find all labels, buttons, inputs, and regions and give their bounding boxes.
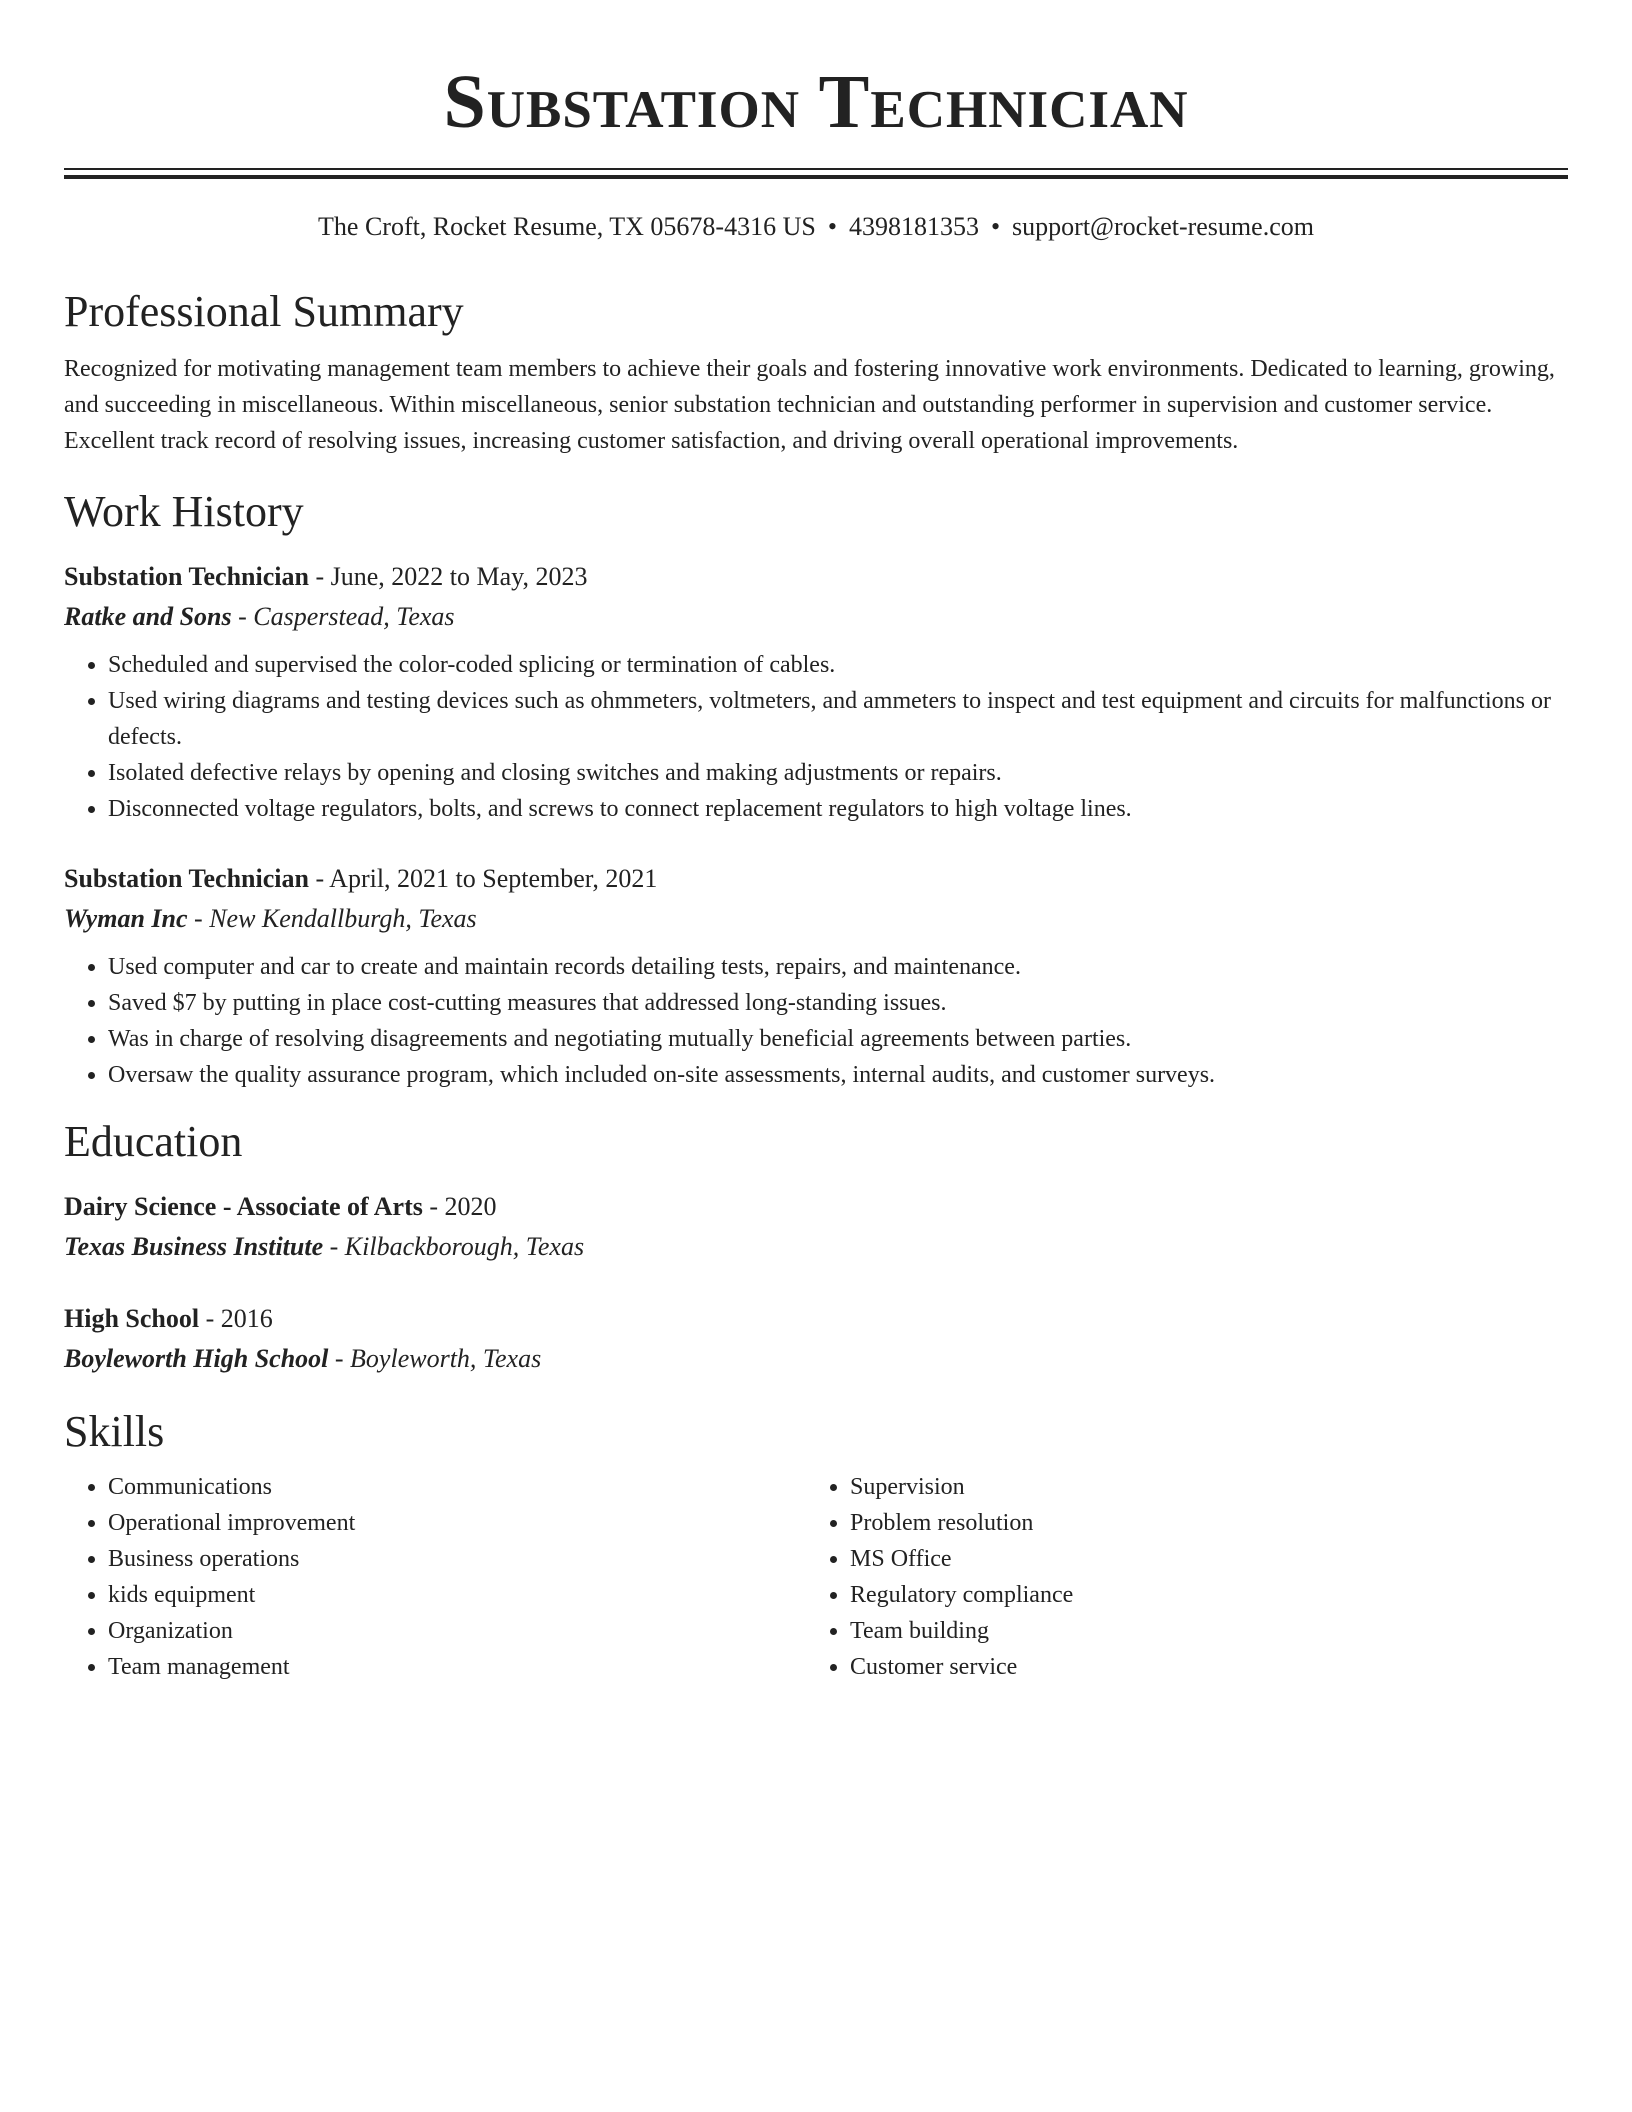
job-bullets [64,647,1568,827]
education-degree-line [64,1187,1568,1227]
skill-item: • Regulatory compliance [850,1577,1548,1613]
job-location: - New Kendallburgh, Texas [187,904,477,933]
education-school-line [64,1227,1568,1267]
job-company-line [64,899,1568,939]
job-title-line [64,557,1568,597]
job-location: - Casperstead, Texas [231,602,455,631]
job-entry [64,557,1568,827]
education-degree-line [64,1299,1568,1339]
education-location: - Boyleworth, Texas [328,1344,542,1373]
skill-item: • kids equipment [108,1577,806,1613]
job-dates: - April, 2021 to September, 2021 [308,864,658,893]
skill-item: • Supervision [850,1469,1548,1505]
skill-item: • Team building [850,1613,1548,1649]
job-title: Substation Technician [64,562,309,591]
job-entry [64,859,1568,1093]
skill-item: • Problem resolution [850,1505,1548,1541]
skill-item: • Operational improvement [108,1505,806,1541]
job-bullet: • Scheduled and supervised the color-coded splicing or termination of cables. [108,647,1568,683]
education-school-line [64,1339,1568,1379]
education-location: - Kilbackborough, Texas [323,1232,585,1261]
contact-email: support@rocket-resume.com [1012,212,1314,241]
skill-item: • MS Office [850,1541,1548,1577]
contact-address: The Croft, Rocket Resume, TX 05678-4316 US [318,212,816,241]
job-bullets [64,949,1568,1093]
education-school: Boyleworth High School [64,1344,329,1373]
job-company-line [64,597,1568,637]
skill-item: • Organization [108,1613,806,1649]
skills-list [806,1469,1548,1685]
education-entry [64,1299,1568,1379]
skills-list [64,1469,806,1685]
summary-text: Recognized for motivating management team members to achieve their goals and fostering innovative work environments. Dedicated to learning, growing, and succeeding in miscellaneous. Within miscellaneous, senior substation technician and outstanding performer in supervision and customer service. Excellent track record of resolving issues, increasing customer satisfaction, and driving overall operational improvements. [64,356,1555,454]
education-entry [64,1187,1568,1267]
job-bullet: • Disconnected voltage regulators, bolts, and screws to connect replacement regulators to high voltage lines. [108,791,1568,827]
education-year: - 2016 [199,1304,273,1333]
job-bullet: • Used computer and car to create and maintain records detailing tests, repairs, and maintenance. [108,949,1568,985]
skills-heading: Skills [64,1407,165,1456]
contact-separator: • [990,212,1001,241]
education-heading: Education [64,1117,243,1166]
resume-title: Substation Technician [443,60,1189,144]
job-company: Ratke and Sons [64,602,232,631]
skill-item: • Business operations [108,1541,806,1577]
education-degree: High School [64,1304,200,1333]
job-title: Substation Technician [64,864,309,893]
education-school: Texas Business Institute [64,1232,324,1261]
job-company: Wyman Inc [64,904,188,933]
contact-line [64,209,1568,245]
skill-item: • Communications [108,1469,806,1505]
skills-column-right [806,1469,1548,1685]
skill-item: • Team management [108,1649,806,1685]
job-bullet: • Was in charge of resolving disagreements and negotiating mutually beneficial agreements between parties. [108,1021,1568,1057]
education-degree: Dairy Science - Associate of Arts [64,1192,423,1221]
contact-separator: • [827,212,837,241]
work-history-heading: Work History [64,487,304,536]
job-bullet: • Isolated defective relays by opening and closing switches and making adjustments or repairs. [108,755,1568,791]
contact-phone: 4398181353 [848,212,979,241]
skill-item: • Customer service [850,1649,1548,1685]
skills-grid [64,1469,1568,1685]
job-bullet: • Oversaw the quality assurance program, which included on-site assessments, internal audits, and customer surveys. [108,1057,1568,1093]
skills-column-left [64,1469,806,1685]
title-divider [64,168,1568,179]
job-title-line [64,859,1568,899]
education-year: - 2020 [422,1192,497,1221]
job-bullet: • Used wiring diagrams and testing devices such as ohmmeters, voltmeters, and ammeters to inspect and test equipment and circuits for malfunctions or defects. [108,683,1568,755]
job-dates: - June, 2022 to May, 2023 [308,562,588,591]
job-bullet: • Saved $7 by putting in place cost-cutting measures that addressed long-standing issues. [108,985,1568,1021]
summary-heading: Professional Summary [64,287,464,336]
